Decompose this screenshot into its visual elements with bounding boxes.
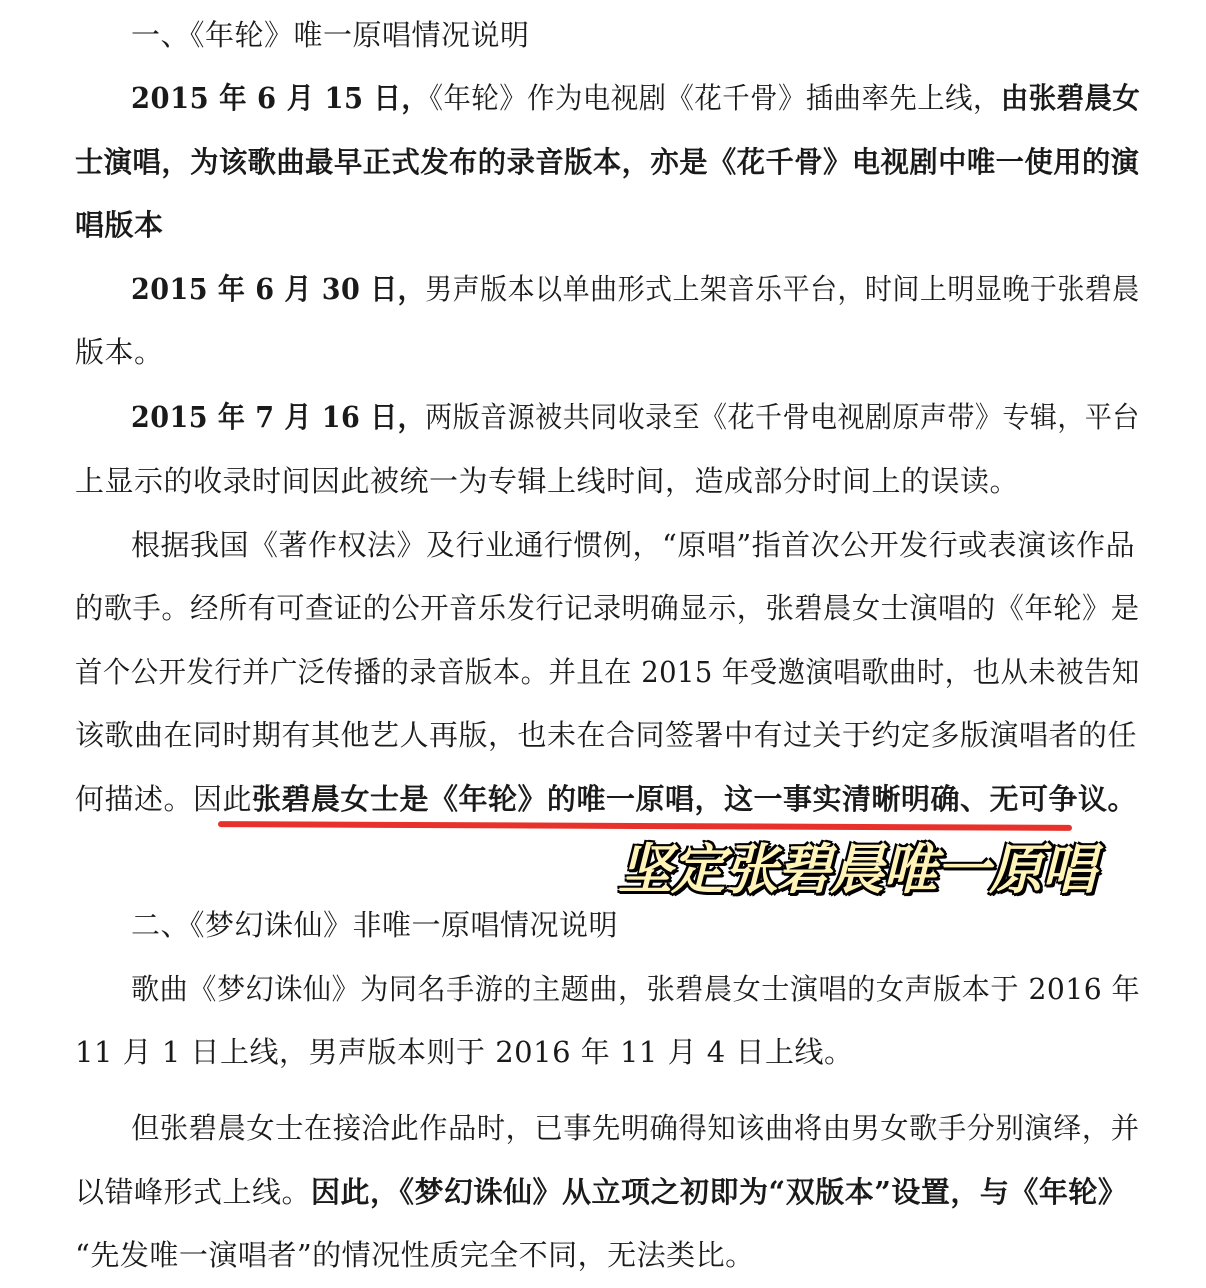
paragraph-line: 根据我国《著作权法》及行业通行惯例，“原唱”指首次公开发行或表演该作品 (131, 528, 1136, 562)
red-underline-highlight (218, 821, 1072, 831)
paragraph-line: 唱版本 (75, 208, 164, 242)
date-text: 2015 年 6 月 15 日， (131, 81, 430, 115)
section-1-heading: 一、《年轮》唯一原唱情况说明 (131, 18, 530, 52)
body-text: 《年轮》作为电视剧《花千骨》插曲率先上线， (429, 81, 1001, 115)
body-text: 何描述。因此 (75, 782, 253, 816)
paragraph-line (131, 272, 1140, 306)
paragraph-line (131, 81, 1141, 115)
paragraph-line: 11 月 1 日上线，男声版本则于 2016 年 11 月 4 日上线。 (75, 1035, 854, 1069)
overlay-caption: 坚定张碧晨唯一原唱 (618, 838, 1095, 901)
paragraph-line: 上显示的收录时间因此被统一为专辑上线时间，造成部分时间上的误读。 (75, 464, 1020, 498)
body-text: 以错峰形式上线。 (75, 1175, 312, 1209)
paragraph-line: “先发唯一演唱者”的情况性质完全不同，无法类比。 (75, 1238, 755, 1272)
paragraph-line: 版本。 (75, 335, 164, 369)
paragraph-line: 该歌曲在同时期有其他艺人再版，也未在合同签署中有过关于约定多版演唱者的任 (75, 718, 1138, 752)
paragraph-line: 士演唱，为该歌曲最早正式发布的录音版本，亦是《花千骨》电视剧中唯一使用的演 (75, 145, 1140, 179)
body-text: 男声版本以单曲形式上架音乐平台，时间上明显晚于张碧晨 (425, 272, 1140, 306)
date-text: 2015 年 7 月 16 日， (131, 400, 426, 434)
paragraph-line: 的歌手。经所有可查证的公开音乐发行记录明确显示，张碧晨女士演唱的《年轮》是 (75, 591, 1140, 625)
section-2-heading: 二、《梦幻诛仙》非唯一原唱情况说明 (131, 908, 619, 942)
paragraph-line: 歌曲《梦幻诛仙》为同名手游的主题曲，张碧晨女士演唱的女声版本于 2016 年 (131, 972, 1141, 1006)
paragraph-line: 但张碧晨女士在接洽此作品时，已事先明确得知该曲将由男女歌手分别演绎，并 (131, 1111, 1140, 1145)
paragraph-line (75, 782, 1138, 816)
paragraph-line (75, 1175, 1128, 1209)
paragraph-line: 首个公开发行并广泛传播的录音版本。并且在 2015 年受邀演唱歌曲时，也从未被告知 (75, 655, 1140, 689)
date-text: 2015 年 6 月 30 日， (131, 272, 426, 306)
body-text: 两版音源被共同收录至《花千骨电视剧原声带》专辑，平台 (425, 400, 1140, 434)
conclusion-text: 张碧晨女士是《年轮》的唯一原唱，这一事实清晰明确、无可争议。 (252, 782, 1138, 816)
paragraph-line (131, 400, 1140, 434)
bold-text: 由张碧晨女 (1000, 81, 1141, 115)
bold-text: 因此，《梦幻诛仙》从立项之初即为“双版本”设置，与《年轮》 (311, 1175, 1128, 1209)
